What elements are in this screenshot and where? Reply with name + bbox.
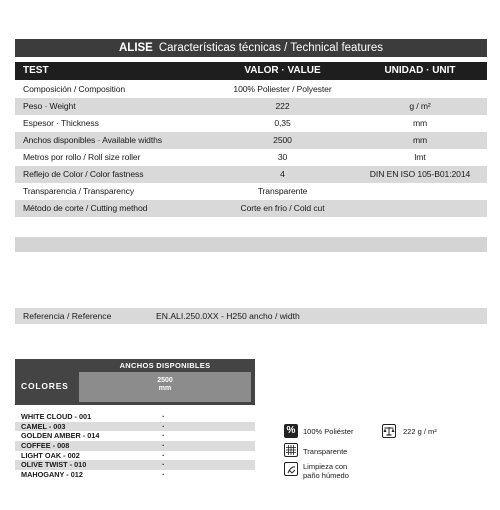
reference-label: Referencia / Reference [23,311,112,321]
color-name: LIGHT OAK - 002 [21,450,80,460]
widths-box [15,359,255,405]
row-value: 0,35 [274,118,291,128]
header-unit: UNIDAD · UNIT [384,65,456,76]
color-name: CAMEL - 003 [21,421,66,431]
color-name: OLIVE TWIST - 010 [21,460,87,470]
polyester-label: 100% Poliéster [303,427,354,436]
wipe-icon [284,462,298,476]
availability-dot: · [162,441,165,451]
availability-dot: · [162,460,165,470]
row-test: Reflejo de Color / Color fastness [23,169,144,179]
list-item [15,460,255,470]
features-table [15,81,487,217]
banner-title: Características técnicas / Technical features [158,42,383,54]
row-value: 4 [280,169,285,179]
table-row [15,81,487,98]
row-unit: mm [412,135,428,145]
color-name: COFFEE - 008 [21,441,70,451]
grid-icon [284,443,298,457]
availability-dot: · [162,412,165,421]
cleaning-line1: Limpieza con [303,462,348,471]
percent-icon: % [284,424,298,438]
row-value: 30 [277,152,288,162]
cleaning-line2: paño húmedo [303,471,349,480]
list-item [15,451,255,461]
table-row [15,98,487,115]
cleaning-label [303,462,349,480]
availability-dot: · [162,421,165,431]
availability-dot: · [162,470,165,480]
table-row [15,166,487,183]
scale-icon [382,424,396,438]
divider-band [15,237,487,252]
row-value: Corte en frío / Cold cut [240,203,325,213]
list-item [15,470,255,480]
row-unit: mm [412,118,428,128]
row-test: Método de corte / Cutting method [23,203,148,213]
row-unit: lmt [414,152,426,162]
row-value: 222 [275,101,290,111]
transparency-label: Transparente [303,447,348,456]
table-row [15,183,487,200]
row-value: Transparente [257,186,308,196]
colors-list [15,412,255,480]
availability-dot: · [162,450,165,460]
width-unit: mm [158,385,172,392]
weight-label: 222 g / m² [403,427,437,436]
row-test: Anchos disponibles · Available widths [23,135,162,145]
table-row [15,132,487,149]
row-unit: g / m² [409,101,431,111]
colores-label: COLORES [21,381,69,391]
brand-name: ALISE [118,42,153,54]
row-test: Transparencia / Transparency [23,186,135,196]
table-row [15,115,487,132]
list-item [15,441,255,451]
reference-row [15,308,487,324]
row-test: Peso · Weight [23,101,76,111]
widths-title: ANCHOS DISPONIBLES [119,361,211,370]
row-value: 2500 [273,135,292,145]
reference-value: EN.ALI.250.0XX - H250 ancho / width [156,311,300,321]
list-item [15,422,255,432]
row-test: Metros por rollo / Roll size roller [23,152,141,162]
color-name: MAHOGANY - 012 [21,470,83,480]
color-name: GOLDEN AMBER - 014 [21,431,100,441]
row-test: Composición / Composition [23,84,126,94]
title-banner [15,39,487,57]
header-value: VALOR · VALUE [244,65,321,76]
width-cell [79,372,251,402]
row-unit: DIN EN ISO 105-B01:2014 [369,169,471,179]
row-test: Espesor · Thickness [23,118,99,128]
table-header [15,62,487,80]
table-row [15,200,487,217]
list-item [15,431,255,441]
table-row [15,149,487,166]
width-value: 2500 [157,377,173,384]
row-value: 100% Poliester / Polyester [233,84,332,94]
list-item [15,412,255,422]
header-test: TEST [23,65,49,76]
availability-dot: · [162,431,165,441]
color-name: WHITE CLOUD - 001 [21,412,92,421]
